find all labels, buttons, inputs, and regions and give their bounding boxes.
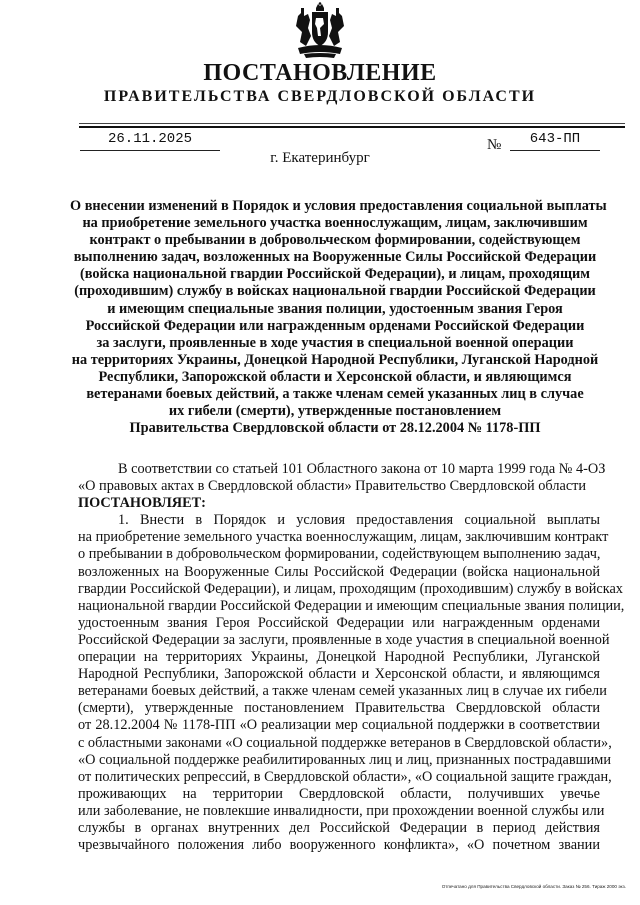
document-date: 26.11.2025 xyxy=(80,131,220,151)
heading-line: и имеющим специальные звания полиции, удостоенным звания Героя xyxy=(107,300,563,317)
heading-line: на приобретение земельного участка военнослужащим, лицам, заключившим xyxy=(82,215,588,232)
item-line: службы в органах внутренних дел Российской Федерации в период действия xyxy=(78,819,600,836)
heading-line: (войска национальной гвардии Российской Федерации), и лицам, проходящим xyxy=(79,266,591,283)
item-line: ветеранами боевых действий, а также членам семей указанных лиц в случае их гибели xyxy=(78,683,607,700)
header-divider-thick xyxy=(79,126,625,128)
document-heading xyxy=(70,198,607,437)
preamble-line: В соответствии со статьей 101 Областного закона от 10 марта 1999 года № 4-ОЗ xyxy=(118,461,606,477)
heading-line: контракт о пребывании в добровольческом формировании, содействующем xyxy=(89,232,581,249)
resolves-label: ПОСТАНОВЛЯЕТ: xyxy=(78,495,206,512)
item-line: возложенных на Вооруженные Силы Российской Федерации (войска национальной xyxy=(78,563,600,580)
item-line: Российской Федерации за заслуги, проявленные в ходе участия в специальной военной xyxy=(78,631,610,648)
print-footer: Отпечатано для Правительства Свердловской области. Заказ № 256. Тираж 2000 экз. xyxy=(441,884,626,889)
heading-line: ветеранами боевых действий, а также членам семей указанных лиц в случае xyxy=(86,386,584,403)
item-line: удостоенным звания Героя Российской Федерации или награжденным орденами xyxy=(78,614,600,631)
item-line: о пребывании в добровольческом формировании, содействующем выполнению задач, xyxy=(78,546,601,563)
item-line: «О социальной поддержке реабилитированных лиц и лиц, признанных пострадавшими xyxy=(78,751,611,768)
city: г. Екатеринбург xyxy=(270,150,370,166)
heading-line: на территориях Украины, Донецкой Народной Республики, Луганской Народной xyxy=(71,351,599,368)
item-line: (смерти), утвержденные постановлением Правительства Свердловской области xyxy=(78,700,600,717)
item-line: проживающих на территории Свердловской области, получивших увечье xyxy=(78,785,600,802)
preamble-line: «О правовых актах в Свердловской области» Правительство Свердловской области xyxy=(78,478,587,495)
heading-line: Правительства Свердловской области от 28.12.2004 № 1178-ПП xyxy=(129,420,541,437)
item-line: от политических репрессий, в Свердловской области», «О социальной защите граждан, xyxy=(78,768,612,785)
heading-line: (проходившим) службу в войсках национальной гвардии Российской Федерации xyxy=(74,283,596,300)
heading-line: Республики, Запорожской области и Херсонской области, и являющимся xyxy=(98,368,572,385)
issuing-authority: ПРАВИТЕЛЬСТВА СВЕРДЛОВСКОЙ ОБЛАСТИ xyxy=(103,88,537,105)
item-line: национальной гвардии Российской Федерации и имеющим специальные звания полиции, xyxy=(78,597,625,614)
item-line: Народной Республики, Запорожской области и Херсонской области, и являющимся xyxy=(78,666,600,683)
heading-line: Российской Федерации или награжденным орденами Российской Федерации xyxy=(85,317,585,334)
number-label: № xyxy=(487,137,502,153)
heading-line: О внесении изменений в Порядок и условия предоставления социальной выплаты xyxy=(70,198,607,214)
item-line: с областными законами «О социальной поддержке ветеранов в Свердловской области», xyxy=(78,734,612,751)
heading-line: выполнению задач, возложенных на Вооруженные Силы Российской Федерации xyxy=(73,249,597,266)
item-line: операции на территориях Украины, Донецкой Народной Республики, Луганской xyxy=(78,649,600,666)
heading-line: за заслуги, проявленные в ходе участия в специальной военной операции xyxy=(96,334,574,351)
item-line: гвардии Российской Федерации), и лицам, проходящим (проходившим) службу в войсках xyxy=(78,580,623,597)
coat-of-arms-icon xyxy=(290,2,350,60)
item-line: чрезвычайного положения либо вооруженного конфликта», «О почетном звании xyxy=(78,837,600,854)
document-number: 643-ПП xyxy=(510,131,600,151)
item-line: от 28.12.2004 № 1178-ПП «О реализации мер социальной поддержки в соответствии xyxy=(78,717,600,734)
document-body xyxy=(78,461,625,854)
heading-line: их гибели (смерти), утвержденные постановлением xyxy=(168,403,502,420)
header-divider-thin xyxy=(79,123,625,124)
item-line: на приобретение земельного участка военнослужащим, лицам, заключившим контракт xyxy=(78,529,609,546)
item-line: или заболевание, не повлекшие инвалидности, при прохождении военной службы или xyxy=(78,802,605,819)
item-line: 1. Внести в Порядок и условия предоставления социальной выплаты xyxy=(118,512,600,529)
document-type-title: ПОСТАНОВЛЕНИЕ xyxy=(203,60,437,86)
